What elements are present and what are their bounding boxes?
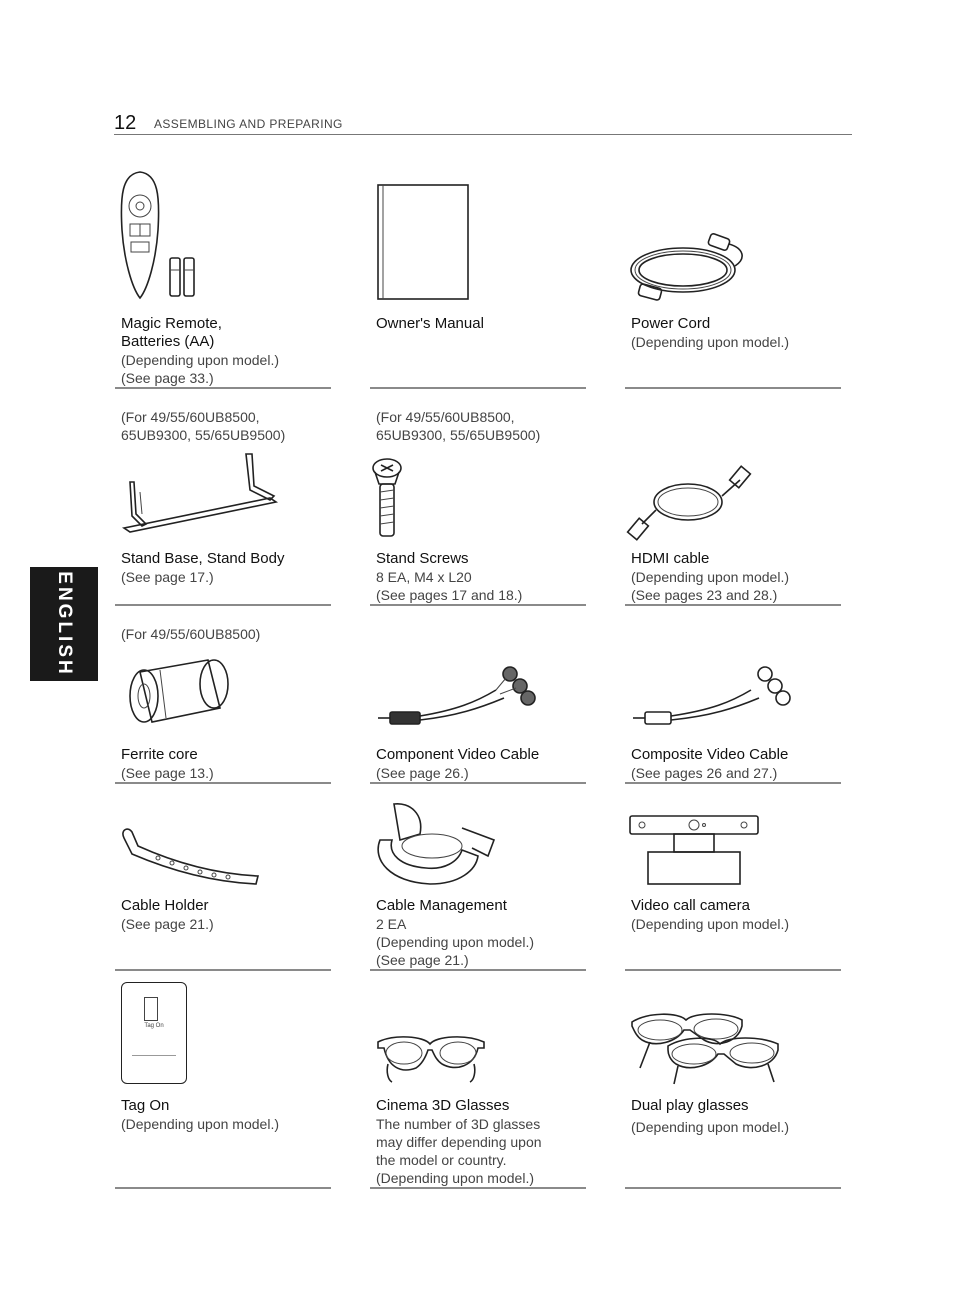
divider [370, 782, 586, 784]
page-number: 12 [114, 112, 137, 134]
item-desc-line: (Depending upon model.) [376, 1170, 534, 1186]
item-desc-line: (Depending upon model.) [121, 352, 279, 368]
composite-cable-icon [631, 660, 801, 726]
model-note-line: 65UB9300, 55/65UB9500) [376, 427, 541, 443]
item-name-line: Cinema 3D Glasses [376, 1097, 510, 1114]
model-note-line: (For 49/55/60UB8500, [121, 409, 260, 425]
divider [625, 604, 841, 606]
item-desc-line: (See page 17.) [121, 569, 214, 585]
owners-manual-icon [376, 183, 472, 301]
item-desc-line: (Depending upon model.) [631, 569, 789, 585]
cinema-3d-glasses-icon [374, 1030, 492, 1086]
item-desc-line: (See pages 23 and 28.) [631, 587, 778, 603]
item-desc-line: the model or country. [376, 1152, 507, 1168]
item-desc-line: (See page 26.) [376, 765, 469, 781]
item-desc-line: 2 EA [376, 916, 407, 932]
power-cord-icon [625, 232, 755, 304]
divider [115, 387, 331, 389]
divider [370, 1187, 586, 1189]
divider [115, 1187, 331, 1189]
divider [370, 604, 586, 606]
section-title: ASSEMBLING AND PREPARING [154, 117, 343, 131]
item-name-line: Tag On [121, 1097, 170, 1114]
item-desc-line: (See pages 17 and 18.) [376, 587, 523, 603]
magic-remote-icon [118, 170, 208, 302]
page-header [114, 112, 852, 135]
divider [625, 782, 841, 784]
item-name-line: Stand Screws [376, 550, 469, 567]
dual-play-glasses-icon [628, 1008, 790, 1088]
item-name-line: Magic Remote, [121, 315, 222, 332]
item-name-line: Video call camera [631, 897, 750, 914]
item-name-line: Owner's Manual [376, 315, 484, 332]
item-desc-line: (Depending upon model.) [631, 1119, 789, 1135]
tag-on-icon [121, 982, 187, 1084]
language-tab [30, 567, 98, 681]
stand-base-icon [120, 452, 280, 536]
tag-on-icon-label: Tag On [144, 1023, 164, 1029]
item-desc-line: (Depending upon model.) [631, 916, 789, 932]
item-desc-line: (Depending upon model.) [631, 334, 789, 350]
item-name-line: HDMI cable [631, 550, 710, 567]
divider [625, 1187, 841, 1189]
item-desc-line: (Depending upon model.) [376, 934, 534, 950]
cable-holder-icon [118, 824, 264, 888]
divider [625, 969, 841, 971]
ferrite-core-icon [120, 656, 238, 728]
item-name-line: Dual play glasses [631, 1097, 749, 1114]
item-desc-line: The number of 3D glasses [376, 1116, 541, 1132]
hdmi-cable-icon [628, 462, 766, 544]
item-name-line: Ferrite core [121, 746, 198, 763]
model-note-line: 65UB9300, 55/65UB9500) [121, 427, 286, 443]
item-name-line: Cable Holder [121, 897, 209, 914]
item-name-line: Component Video Cable [376, 746, 540, 763]
language-tab-label: ENGLISH [54, 571, 75, 677]
item-desc-line: may differ depending upon [376, 1134, 542, 1150]
item-desc-line: (See page 33.) [121, 370, 214, 386]
component-cable-icon [376, 660, 546, 726]
item-desc-line: (See pages 26 and 27.) [631, 765, 778, 781]
item-name-line: Cable Management [376, 897, 507, 914]
item-name-line: Power Cord [631, 315, 711, 332]
divider [115, 782, 331, 784]
item-desc-line: (See page 21.) [376, 952, 469, 968]
divider [115, 969, 331, 971]
stand-screw-icon [370, 456, 410, 542]
item-name-line: Stand Base, Stand Body [121, 550, 285, 567]
divider [370, 387, 586, 389]
video-camera-icon [628, 814, 762, 888]
item-name-line: Batteries (AA) [121, 333, 215, 350]
item-desc-line: (See page 21.) [121, 916, 214, 932]
item-desc-line: (Depending upon model.) [121, 1116, 279, 1132]
divider [625, 387, 841, 389]
divider [115, 604, 331, 606]
model-note-line: (For 49/55/60UB8500, [376, 409, 515, 425]
model-note-line: (For 49/55/60UB8500) [121, 626, 261, 642]
divider [370, 969, 586, 971]
item-desc-line: (See page 13.) [121, 765, 214, 781]
item-desc-line: 8 EA, M4 x L20 [376, 569, 472, 585]
item-name-line: Composite Video Cable [631, 746, 789, 763]
cable-management-icon [370, 800, 500, 886]
